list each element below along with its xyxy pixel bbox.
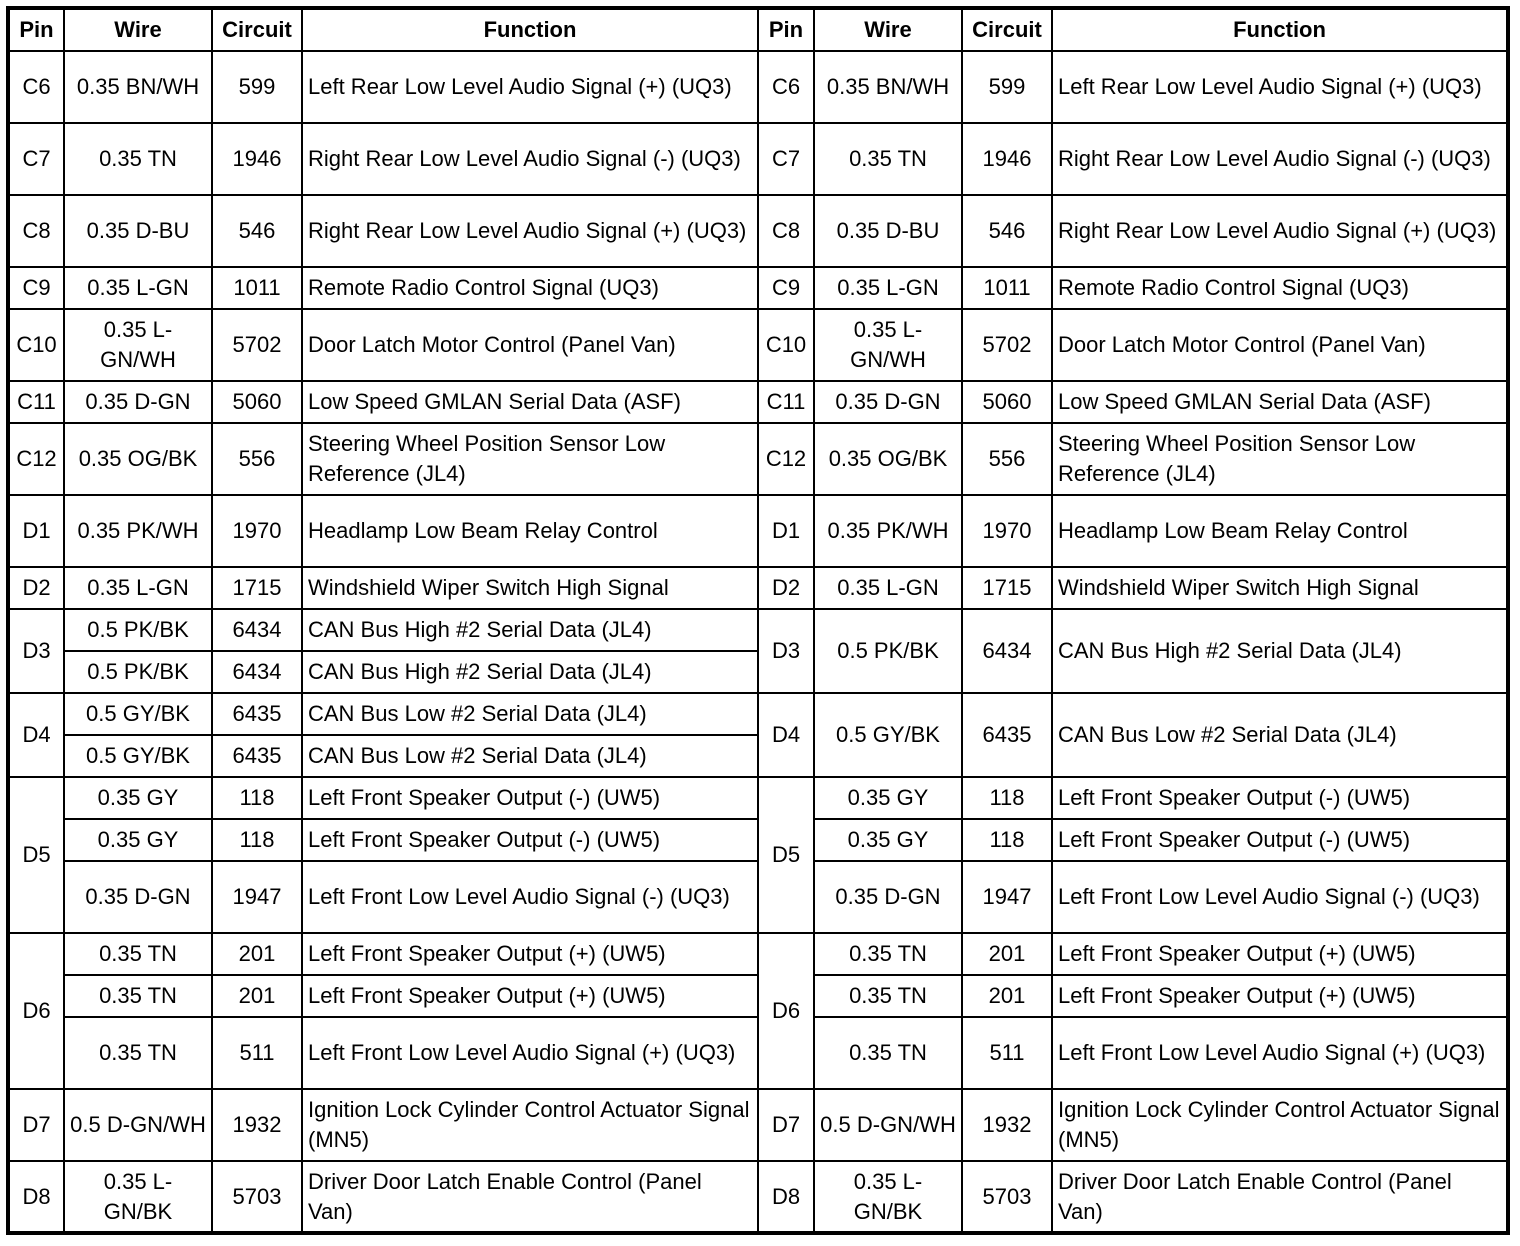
wire-cell: 0.35 TN	[64, 975, 212, 1017]
circuit-cell: 1947	[212, 861, 302, 933]
function-cell: Low Speed GMLAN Serial Data (ASF)	[1052, 381, 1508, 423]
pin-cell: C10	[758, 309, 814, 381]
function-cell: Driver Door Latch Enable Control (Panel Van)	[1052, 1161, 1508, 1233]
pin-cell: C9	[8, 267, 64, 309]
header-function: Function	[302, 8, 758, 51]
header-function: Function	[1052, 8, 1508, 51]
pin-cell: C11	[758, 381, 814, 423]
circuit-cell: 1946	[962, 123, 1052, 195]
function-cell: CAN Bus High #2 Serial Data (JL4)	[302, 609, 758, 651]
function-cell: CAN Bus High #2 Serial Data (JL4)	[302, 651, 758, 693]
circuit-cell: 511	[962, 1017, 1052, 1089]
circuit-cell: 1947	[962, 861, 1052, 933]
circuit-cell: 5060	[212, 381, 302, 423]
wire-cell: 0.35 L-GN	[64, 267, 212, 309]
table-row	[8, 777, 1508, 819]
table-row	[8, 309, 1508, 381]
function-cell: Left Front Speaker Output (+) (UW5)	[1052, 975, 1508, 1017]
function-cell: Windshield Wiper Switch High Signal	[302, 567, 758, 609]
function-cell: Right Rear Low Level Audio Signal (+) (UQ3)	[302, 195, 758, 267]
circuit-cell: 5703	[212, 1161, 302, 1233]
wire-cell: 0.35 L-GN/BK	[64, 1161, 212, 1233]
table-row	[8, 933, 1508, 975]
table-row	[8, 495, 1508, 567]
circuit-cell: 6435	[212, 693, 302, 735]
function-cell: Door Latch Motor Control (Panel Van)	[1052, 309, 1508, 381]
wire-cell: 0.35 D-GN	[64, 861, 212, 933]
pin-cell: D8	[8, 1161, 64, 1233]
wire-cell: 0.35 D-BU	[64, 195, 212, 267]
circuit-cell: 1715	[212, 567, 302, 609]
wire-cell: 0.35 TN	[814, 975, 962, 1017]
circuit-cell: 6434	[962, 609, 1052, 693]
wire-cell: 0.35 L-GN/BK	[814, 1161, 962, 1233]
circuit-cell: 1011	[962, 267, 1052, 309]
function-cell: Left Front Speaker Output (+) (UW5)	[302, 975, 758, 1017]
function-cell: Left Front Speaker Output (-) (UW5)	[1052, 777, 1508, 819]
circuit-cell: 6434	[212, 651, 302, 693]
pin-cell: D3	[8, 609, 64, 693]
function-cell: Right Rear Low Level Audio Signal (+) (UQ3)	[1052, 195, 1508, 267]
table-row	[8, 1161, 1508, 1233]
wire-cell: 0.35 GY	[64, 819, 212, 861]
wire-cell: 0.35 GY	[64, 777, 212, 819]
function-cell: CAN Bus High #2 Serial Data (JL4)	[1052, 609, 1508, 693]
wire-cell: 0.35 D-GN	[64, 381, 212, 423]
function-cell: Ignition Lock Cylinder Control Actuator Signal (MN5)	[1052, 1089, 1508, 1161]
connector-pinout-table	[6, 6, 1510, 1235]
pin-cell: D1	[8, 495, 64, 567]
function-cell: Ignition Lock Cylinder Control Actuator Signal (MN5)	[302, 1089, 758, 1161]
wire-cell: 0.35 TN	[64, 123, 212, 195]
circuit-cell: 5703	[962, 1161, 1052, 1233]
pin-cell: C6	[758, 51, 814, 123]
header-row	[8, 8, 1508, 51]
wire-cell: 0.35 OG/BK	[64, 423, 212, 495]
pin-cell: D5	[8, 777, 64, 933]
wire-cell: 0.35 PK/WH	[64, 495, 212, 567]
circuit-cell: 556	[212, 423, 302, 495]
wire-cell: 0.35 TN	[814, 123, 962, 195]
circuit-cell: 556	[962, 423, 1052, 495]
wire-cell: 0.35 L-GN/WH	[64, 309, 212, 381]
function-cell: Right Rear Low Level Audio Signal (-) (UQ3)	[1052, 123, 1508, 195]
header-pin: Pin	[8, 8, 64, 51]
wire-cell: 0.5 PK/BK	[64, 651, 212, 693]
wire-cell: 0.35 GY	[814, 819, 962, 861]
pin-cell: C8	[8, 195, 64, 267]
pin-cell: D8	[758, 1161, 814, 1233]
function-cell: Headlamp Low Beam Relay Control	[1052, 495, 1508, 567]
wire-cell: 0.5 GY/BK	[814, 693, 962, 777]
wire-cell: 0.35 TN	[64, 1017, 212, 1089]
table-body	[8, 51, 1508, 1233]
pin-cell: D5	[758, 777, 814, 933]
wire-cell: 0.35 TN	[814, 1017, 962, 1089]
circuit-cell: 201	[212, 975, 302, 1017]
function-cell: Left Front Low Level Audio Signal (+) (UQ3)	[1052, 1017, 1508, 1089]
circuit-cell: 5702	[962, 309, 1052, 381]
pin-cell: C10	[8, 309, 64, 381]
circuit-cell: 1715	[962, 567, 1052, 609]
pin-cell: D6	[8, 933, 64, 1089]
function-cell: Left Front Low Level Audio Signal (-) (UQ3)	[302, 861, 758, 933]
wire-cell: 0.5 GY/BK	[64, 693, 212, 735]
function-cell: Remote Radio Control Signal (UQ3)	[302, 267, 758, 309]
circuit-cell: 201	[962, 933, 1052, 975]
wire-cell: 0.35 D-BU	[814, 195, 962, 267]
circuit-cell: 546	[962, 195, 1052, 267]
function-cell: Left Front Low Level Audio Signal (-) (UQ3)	[1052, 861, 1508, 933]
table-row	[8, 609, 1508, 651]
function-cell: Door Latch Motor Control (Panel Van)	[302, 309, 758, 381]
table-row	[8, 123, 1508, 195]
circuit-cell: 599	[212, 51, 302, 123]
header-circuit: Circuit	[212, 8, 302, 51]
pin-cell: C12	[758, 423, 814, 495]
wire-cell: 0.35 BN/WH	[814, 51, 962, 123]
function-cell: Windshield Wiper Switch High Signal	[1052, 567, 1508, 609]
pin-cell: D6	[758, 933, 814, 1089]
circuit-cell: 1011	[212, 267, 302, 309]
circuit-cell: 118	[962, 777, 1052, 819]
function-cell: CAN Bus Low #2 Serial Data (JL4)	[302, 735, 758, 777]
circuit-cell: 201	[212, 933, 302, 975]
wire-cell: 0.5 GY/BK	[64, 735, 212, 777]
function-cell: Low Speed GMLAN Serial Data (ASF)	[302, 381, 758, 423]
circuit-cell: 1932	[212, 1089, 302, 1161]
circuit-cell: 118	[212, 777, 302, 819]
wire-cell: 0.5 D-GN/WH	[64, 1089, 212, 1161]
table-row	[8, 267, 1508, 309]
wire-cell: 0.35 GY	[814, 777, 962, 819]
wire-cell: 0.35 TN	[814, 933, 962, 975]
wire-cell: 0.35 D-GN	[814, 861, 962, 933]
wire-cell: 0.35 L-GN/WH	[814, 309, 962, 381]
circuit-cell: 546	[212, 195, 302, 267]
table-row	[8, 567, 1508, 609]
pin-cell: D2	[758, 567, 814, 609]
function-cell: Left Front Speaker Output (-) (UW5)	[302, 777, 758, 819]
circuit-cell: 511	[212, 1017, 302, 1089]
header-circuit: Circuit	[962, 8, 1052, 51]
function-cell: Steering Wheel Position Sensor Low Reference (JL4)	[1052, 423, 1508, 495]
circuit-cell: 1932	[962, 1089, 1052, 1161]
circuit-cell: 6435	[962, 693, 1052, 777]
function-cell: Left Rear Low Level Audio Signal (+) (UQ3)	[1052, 51, 1508, 123]
header-wire: Wire	[814, 8, 962, 51]
wire-cell: 0.35 L-GN	[64, 567, 212, 609]
function-cell: Steering Wheel Position Sensor Low Reference (JL4)	[302, 423, 758, 495]
pin-cell: C11	[8, 381, 64, 423]
function-cell: Headlamp Low Beam Relay Control	[302, 495, 758, 567]
function-cell: Left Rear Low Level Audio Signal (+) (UQ3)	[302, 51, 758, 123]
wire-cell: 0.5 D-GN/WH	[814, 1089, 962, 1161]
wire-cell: 0.35 PK/WH	[814, 495, 962, 567]
function-cell: Right Rear Low Level Audio Signal (-) (UQ3)	[302, 123, 758, 195]
connector-pinout-table-container	[6, 6, 1506, 1235]
function-cell: Driver Door Latch Enable Control (Panel Van)	[302, 1161, 758, 1233]
function-cell: Left Front Speaker Output (+) (UW5)	[302, 933, 758, 975]
header-pin: Pin	[758, 8, 814, 51]
wire-cell: 0.35 BN/WH	[64, 51, 212, 123]
function-cell: Left Front Low Level Audio Signal (+) (UQ3)	[302, 1017, 758, 1089]
function-cell: Remote Radio Control Signal (UQ3)	[1052, 267, 1508, 309]
circuit-cell: 201	[962, 975, 1052, 1017]
circuit-cell: 1946	[212, 123, 302, 195]
circuit-cell: 6434	[212, 609, 302, 651]
pin-cell: D7	[8, 1089, 64, 1161]
circuit-cell: 5702	[212, 309, 302, 381]
wire-cell: 0.35 TN	[64, 933, 212, 975]
header-wire: Wire	[64, 8, 212, 51]
circuit-cell: 118	[212, 819, 302, 861]
function-cell: CAN Bus Low #2 Serial Data (JL4)	[302, 693, 758, 735]
circuit-cell: 1970	[962, 495, 1052, 567]
pin-cell: D7	[758, 1089, 814, 1161]
pin-cell: D1	[758, 495, 814, 567]
circuit-cell: 1970	[212, 495, 302, 567]
wire-cell: 0.35 OG/BK	[814, 423, 962, 495]
table-row	[8, 381, 1508, 423]
circuit-cell: 118	[962, 819, 1052, 861]
pin-cell: C8	[758, 195, 814, 267]
circuit-cell: 6435	[212, 735, 302, 777]
pin-cell: D3	[758, 609, 814, 693]
wire-cell: 0.5 PK/BK	[64, 609, 212, 651]
circuit-cell: 5060	[962, 381, 1052, 423]
function-cell: Left Front Speaker Output (-) (UW5)	[1052, 819, 1508, 861]
function-cell: Left Front Speaker Output (+) (UW5)	[1052, 933, 1508, 975]
table-row	[8, 195, 1508, 267]
pin-cell: C9	[758, 267, 814, 309]
pin-cell: D4	[8, 693, 64, 777]
pin-cell: C6	[8, 51, 64, 123]
table-row	[8, 51, 1508, 123]
function-cell: Left Front Speaker Output (-) (UW5)	[302, 819, 758, 861]
wire-cell: 0.35 L-GN	[814, 567, 962, 609]
table-row	[8, 1089, 1508, 1161]
pin-cell: D2	[8, 567, 64, 609]
function-cell: CAN Bus Low #2 Serial Data (JL4)	[1052, 693, 1508, 777]
pin-cell: C7	[758, 123, 814, 195]
circuit-cell: 599	[962, 51, 1052, 123]
pin-cell: C12	[8, 423, 64, 495]
wire-cell: 0.35 L-GN	[814, 267, 962, 309]
pin-cell: C7	[8, 123, 64, 195]
table-row	[8, 693, 1508, 735]
wire-cell: 0.35 D-GN	[814, 381, 962, 423]
wire-cell: 0.5 PK/BK	[814, 609, 962, 693]
table-row	[8, 423, 1508, 495]
pin-cell: D4	[758, 693, 814, 777]
